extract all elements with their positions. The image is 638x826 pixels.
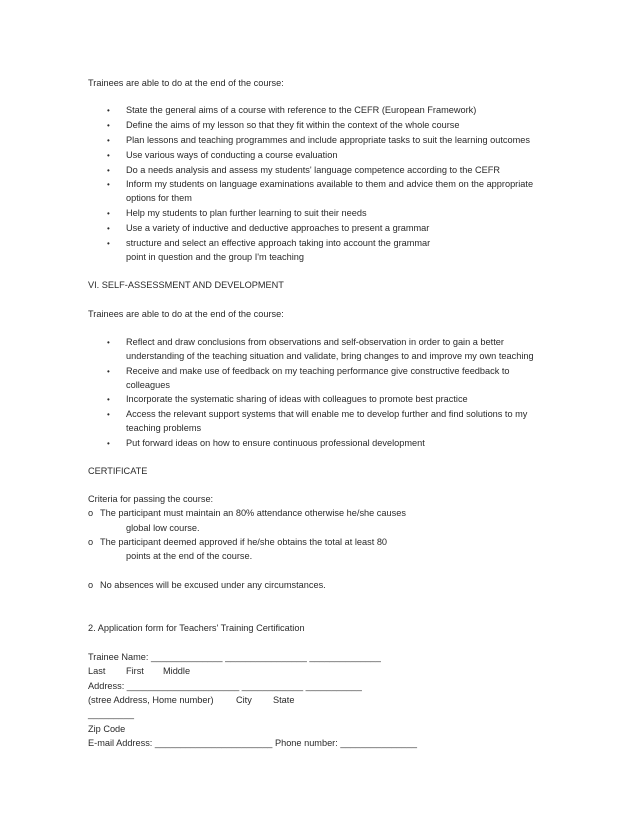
name-sub-middle: Middle — [163, 666, 191, 676]
section-heading: VI. SELF-ASSESSMENT AND DEVELOPMENT — [88, 280, 284, 290]
list-item-continuation: point in question and the group I'm teaching — [126, 252, 304, 262]
address-sub-city: City — [236, 695, 252, 705]
list-item: Use a variety of inductive and deductive approaches to present a grammar — [126, 223, 430, 233]
email-phone-field[interactable]: E-mail Address: _______________________ Phone number: _______________ — [88, 738, 417, 748]
criteria-item: The participant deemed approved if he/she obtains the total at least 80 — [100, 537, 388, 547]
criteria-item: No absences will be excused under any circumstances. — [100, 580, 326, 590]
criteria-item-continuation: points at the end of the course. — [126, 551, 253, 561]
bullet: • — [107, 367, 110, 376]
bullet: • — [107, 106, 110, 115]
address-sub-street: (stree Address, Home number) — [88, 695, 214, 705]
list-item: Help my students to plan further learning to suit their needs — [126, 208, 367, 218]
address-sub-state: State — [273, 695, 295, 705]
list-item: Plan lessons and teaching programmes and include appropriate tasks to suit the learning outcomes — [126, 135, 530, 145]
bullet: • — [107, 180, 110, 189]
bullet: • — [107, 121, 110, 130]
list-item-continuation: colleagues — [126, 380, 170, 390]
criteria-marker: o — [88, 537, 94, 547]
section-intro: Trainees are able to do at the end of the course: — [88, 309, 284, 319]
criteria-marker: o — [88, 580, 94, 590]
bullet: • — [107, 338, 110, 347]
trainee-name-field[interactable]: Trainee Name: ______________ ________________ ______________ — [88, 652, 381, 662]
bullet: • — [107, 239, 110, 248]
bullet: • — [107, 410, 110, 419]
list-item: Incorporate the systematic sharing of ideas with colleagues to promote best practice — [126, 394, 468, 404]
bullet: • — [107, 166, 110, 175]
list-item: Use various ways of conducting a course evaluation — [126, 150, 338, 160]
bullet: • — [107, 395, 110, 404]
criteria-item-continuation: global low course. — [126, 523, 200, 533]
list-item: State the general aims of a course with reference to the CEFR (European Framework) — [126, 105, 477, 115]
name-sub-last: Last — [88, 666, 106, 676]
bullet: • — [107, 136, 110, 145]
zip-label: Zip Code — [88, 724, 126, 734]
address-field[interactable]: Address: ______________________ ____________ ___________ — [88, 681, 362, 691]
section-intro: Trainees are able to do at the end of the course: — [88, 78, 284, 88]
list-item: Reflect and draw conclusions from observations and self-observation in order to gain a better — [126, 337, 504, 347]
list-item-continuation: options for them — [126, 193, 192, 203]
zip-field[interactable]: _________ — [88, 709, 134, 719]
list-item-continuation: understanding of the teaching situation and validate, bring changes to and improve my own teaching — [126, 351, 534, 361]
bullet: • — [107, 209, 110, 218]
bullet: • — [107, 224, 110, 233]
bullet: • — [107, 439, 110, 448]
certificate-heading: CERTIFICATE — [88, 466, 148, 476]
name-sub-first: First — [126, 666, 144, 676]
list-item: Access the relevant support systems that will enable me to develop further and find solutions to my — [126, 409, 528, 419]
list-item: Receive and make use of feedback on my teaching performance give constructive feedback to — [126, 366, 510, 376]
list-item: structure and select an effective approach taking into account the grammar — [126, 238, 431, 248]
list-item: Inform my students on language examinations available to them and advice them on the appropriate — [126, 179, 534, 189]
list-item: Put forward ideas on how to ensure continuous professional development — [126, 438, 425, 448]
application-form-heading: 2. Application form for Teachers' Training Certification — [88, 623, 305, 633]
criteria-item: The participant must maintain an 80% attendance otherwise he/she causes — [100, 508, 406, 518]
list-item: Define the aims of my lesson so that they fit within the context of the whole course — [126, 120, 460, 130]
list-item: Do a needs analysis and assess my students' language competence according to the CEFR — [126, 165, 501, 175]
criteria-marker: o — [88, 508, 94, 518]
list-item-continuation: teaching problems — [126, 423, 202, 433]
criteria-intro: Criteria for passing the course: — [88, 494, 214, 504]
bullet: • — [107, 151, 110, 160]
